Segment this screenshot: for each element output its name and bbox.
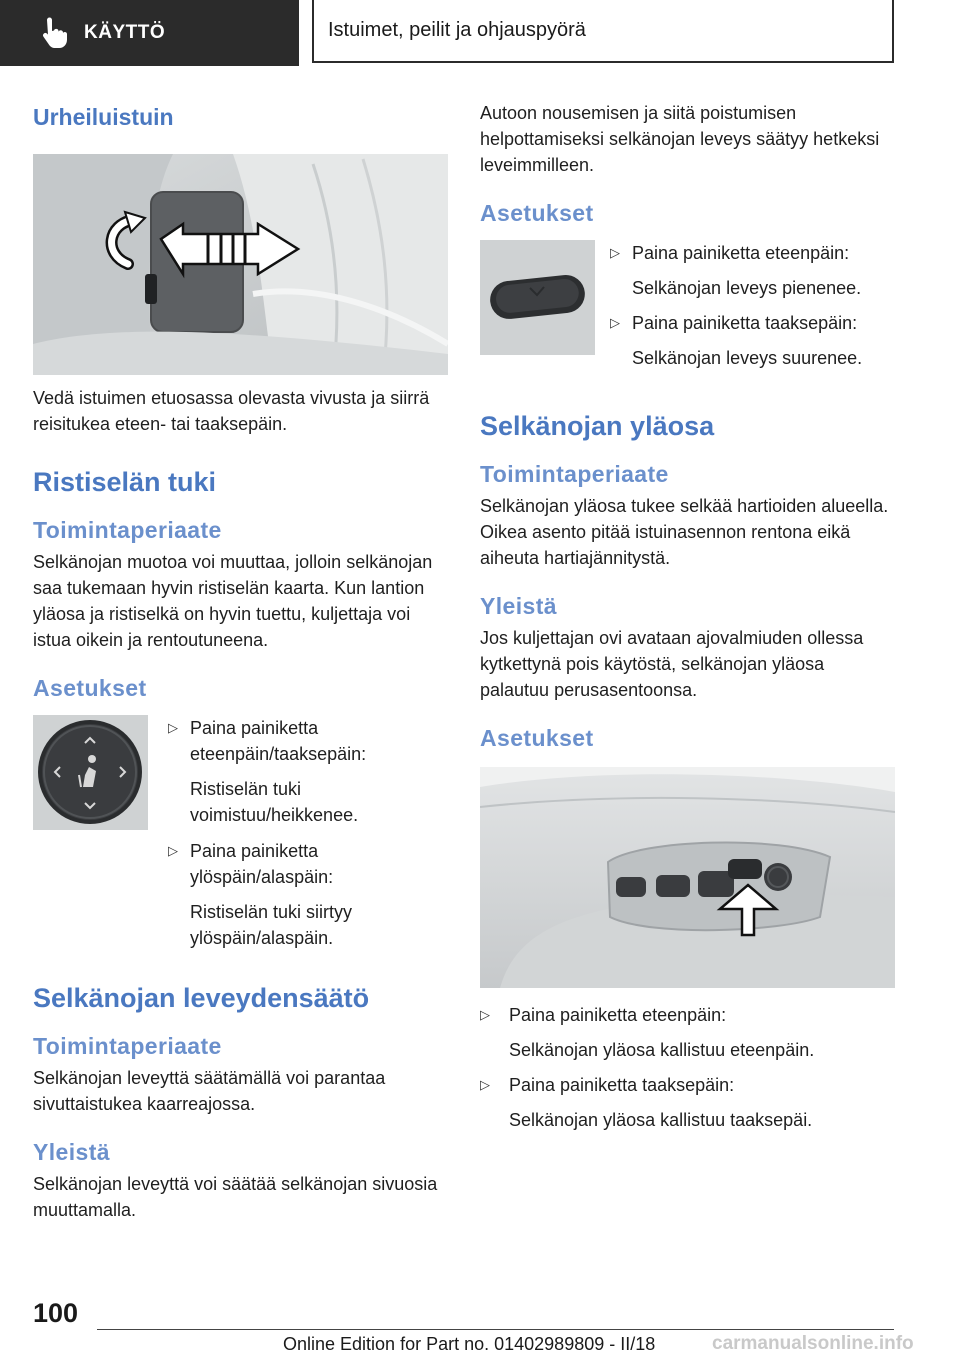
step-action: Paina painiketta taaksepäin: — [509, 1075, 735, 1095]
chapter-title: Istuimet, peilit ja ohjauspyörä — [312, 0, 894, 63]
upper-principle-heading: Toimintaperiaate — [480, 461, 669, 487]
upper-general-text: Jos kuljettajan ovi avataan ajovalmiuden ollessa kytkettynä pois käytöstä, selkänojan yläosa palautuu perusasentoonsa. — [480, 628, 864, 700]
page-header — [0, 0, 960, 66]
step-result: Ristiselän tuki voimistuu/heikkenee. — [190, 779, 359, 825]
lumbar-settings — [33, 715, 448, 951]
width-settings-heading: Asetukset — [480, 200, 594, 226]
seat-switches-photo — [480, 767, 895, 988]
step-action: Paina painiketta taaksepäin: — [632, 313, 858, 333]
width-principle-text: Selkänojan leveyttä säätämällä voi parantaa sivuttaistukea kaarreajossa. — [33, 1068, 386, 1114]
width-general-text: Selkänojan leveyttä voi säätää selkänojan sivuosia muuttamalla. — [33, 1174, 438, 1220]
lumbar-control-image — [33, 715, 148, 830]
page-number: 100 — [33, 1298, 79, 1328]
upper-step-2 — [480, 1072, 896, 1133]
step-result: Selkänojan yläosa kallistuu eteenpäin. — [509, 1040, 815, 1060]
watermark: carmanualsonline.info — [712, 1333, 914, 1354]
step-result: Selkänojan leveys suurenee. — [632, 348, 863, 368]
lumbar-steps — [168, 715, 448, 951]
step-result: Selkänojan leveys pienenee. — [632, 278, 862, 298]
width-principle-heading: Toimintaperiaate — [33, 1033, 222, 1059]
upper-steps — [480, 1002, 896, 1133]
step-action: Paina painiketta eteenpäin/taaksepäin: — [190, 718, 367, 764]
width-settings — [480, 240, 896, 371]
step-action: Paina painiketta eteenpäin: — [632, 243, 850, 263]
lumbar-step-2 — [168, 838, 448, 951]
step-result: Ristiselän tuki siirtyy ylöspäin/alaspäin. — [190, 902, 353, 948]
pointing-hand-icon — [36, 16, 70, 50]
right-column — [480, 96, 896, 1133]
upper-general-heading: Yleistä — [480, 593, 557, 619]
step-action: Paina painiketta ylöspäin/alaspäin: — [190, 841, 334, 887]
width-step-2 — [610, 310, 862, 371]
upper-settings-heading: Asetukset — [480, 725, 594, 751]
sports-seat-heading: Urheiluistuin — [33, 104, 174, 130]
section-title: KÄYTTÖ — [84, 22, 166, 43]
lumbar-principle-text: Selkänojan muotoa voi muuttaa, jolloin selkänojan saa tukemaan hyvin ristiselän kaarta. Kun lantion yläosa ja ristiselkä on hyvin tuettu, kuljettaja voi istua oikein ja rentoutuneena. — [33, 552, 433, 650]
left-column — [33, 96, 448, 1223]
width-intro-text: Autoon nousemisen ja siitä poistumisen helpottamiseksi selkänojan leveys säätyy hetkeksi leveimmilleen. — [480, 103, 880, 175]
triangle-bullet-icon: ▷ — [480, 1007, 490, 1022]
width-steps — [610, 240, 862, 371]
width-step-1 — [610, 240, 862, 301]
lumbar-principle-heading: Toimintaperiaate — [33, 517, 222, 543]
step-result: Selkänojan yläosa kallistuu taaksepäi. — [509, 1110, 813, 1130]
lumbar-step-1 — [168, 715, 448, 828]
triangle-bullet-icon: ▷ — [480, 1077, 490, 1092]
width-general-heading: Yleistä — [33, 1139, 110, 1165]
lumbar-heading: Ristiselän tuki — [33, 467, 217, 497]
footer-edition: Online Edition for Part no. 01402989809 - II/18 — [283, 1334, 656, 1354]
upper-heading: Selkänojan yläosa — [480, 411, 715, 441]
upper-step-1 — [480, 1002, 896, 1063]
lumbar-settings-heading: Asetukset — [33, 675, 147, 701]
section-tab — [0, 0, 299, 66]
triangle-bullet-icon: ▷ — [168, 843, 178, 858]
step-action: Paina painiketta eteenpäin: — [509, 1005, 727, 1025]
triangle-bullet-icon: ▷ — [610, 315, 620, 330]
footer-divider — [97, 1329, 894, 1330]
sports-seat-photo — [33, 154, 448, 375]
triangle-bullet-icon: ▷ — [168, 720, 178, 735]
sports-seat-caption: Vedä istuimen etuosassa olevasta vivusta ja siirrä reisitukea eteen- tai taaksepäin. — [33, 388, 430, 434]
triangle-bullet-icon: ▷ — [610, 245, 620, 260]
width-heading: Selkänojan leveydensäätö — [33, 983, 370, 1013]
upper-principle-text: Selkänojan yläosa tukee selkää hartioiden alueella. Oikea asento pitää istuinasennon rentona eikä aiheuta hartiajännitystä. — [480, 496, 889, 568]
width-control-image — [480, 240, 595, 355]
